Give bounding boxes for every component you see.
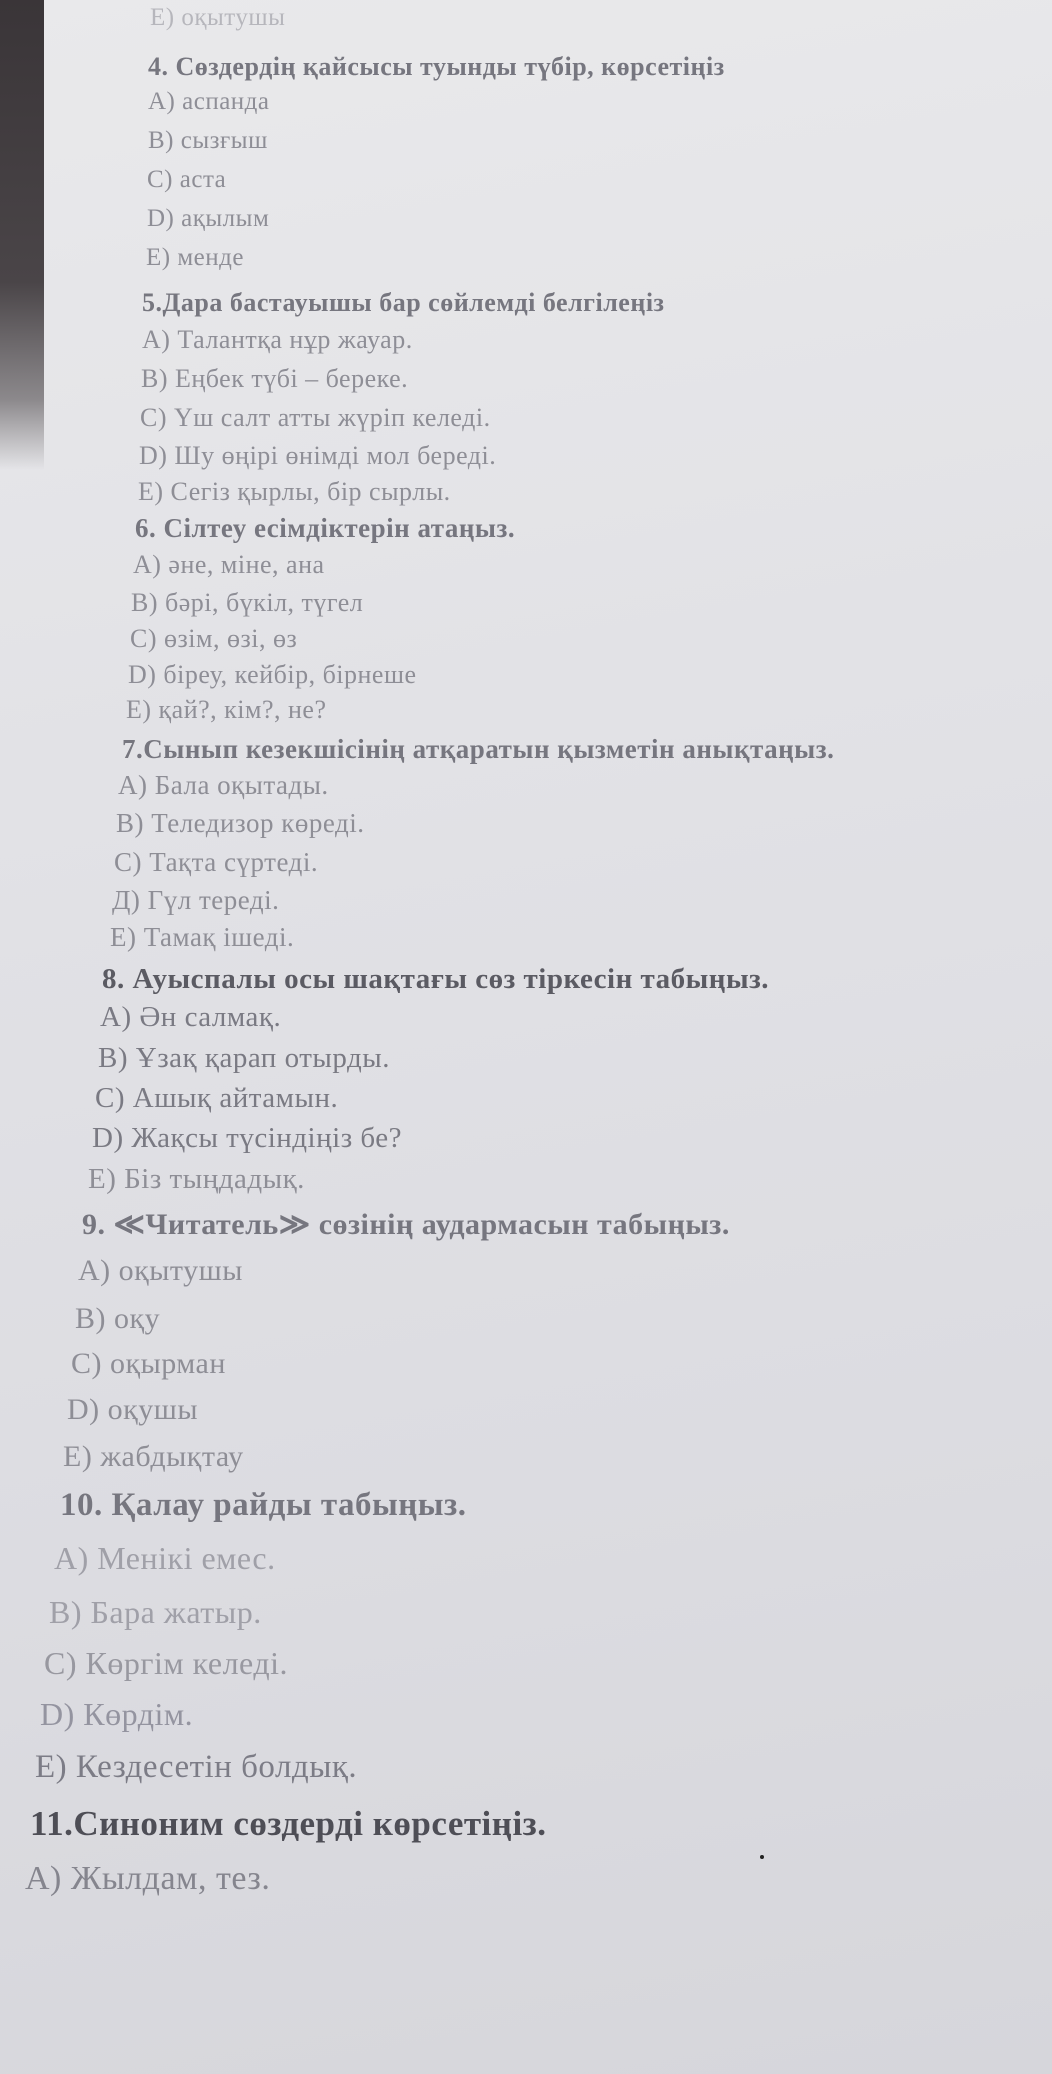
answer-option: Е) Біз тыңдадық. (88, 1163, 305, 1195)
answer-option: В) Теледизор көреді. (116, 808, 365, 838)
answer-option: D) оқушы (67, 1393, 198, 1426)
answer-option: В) Бара жатыр. (49, 1594, 262, 1630)
answer-option: В) бәрі, бүкіл, түгел (131, 588, 364, 617)
answer-option: Е) менде (146, 244, 244, 271)
answer-option: А) Талантқа нұр жауар. (142, 325, 413, 354)
answer-option: А) Жылдам, тез. (25, 1860, 271, 1897)
answer-option: В) Еңбек түбі – береке. (141, 364, 409, 393)
answer-option: С) Тақта сүртеді. (114, 847, 319, 877)
answer-option: D) Шу өңірі өнімді мол береді. (139, 441, 497, 470)
answer-option: С) аста (147, 166, 227, 193)
question-8: 8. Ауыспалы осы шақтағы сөз тіркесін табыңыз. (102, 963, 770, 995)
question-4: 4. Сөздердің қайсысы туынды түбір, көрсетіңіз (148, 52, 725, 81)
answer-option: Е) оқытушы (150, 4, 286, 31)
answer-option: А) Бала оқытады. (118, 770, 329, 800)
answer-option: В) сызғыш (148, 127, 268, 154)
answer-option: D) Көрдім. (40, 1696, 194, 1732)
question-10: 10. Қалау райды табыңыз. (60, 1487, 467, 1523)
answer-option: Е) Тамақ ішеді. (110, 922, 295, 952)
answer-option: Е) Кездесетін болдық. (35, 1749, 358, 1785)
answer-option: В) Ұзақ қарап отырды. (98, 1042, 390, 1074)
answer-option: D) біреу, кейбір, бірнеше (128, 660, 417, 689)
answer-option: С) өзім, өзі, өз (130, 624, 298, 653)
answer-option: С) Үш салт атты жүріп келеді. (140, 403, 491, 432)
answer-option: Е) жабдықтау (63, 1440, 244, 1473)
question-7: 7.Сынып кезекшісінің атқаратын қызметін анықтаңыз. (122, 734, 835, 764)
answer-option: С) Көргім келеді. (44, 1645, 288, 1681)
question-5: 5.Дара бастауышы бар сөйлемді белгілеңіз (142, 288, 665, 317)
answer-option: В) оқу (75, 1302, 161, 1335)
question-9: 9. ≪Читатель≫ сөзінің аудармасын табыңыз. (82, 1208, 730, 1241)
question-11: 11.Синоним сөздерді көрсетіңіз. (30, 1804, 547, 1843)
answer-option: А) Менікі емес. (54, 1540, 276, 1576)
page-edge-shadow (0, 0, 44, 470)
question-6: 6. Сілтеу есімдіктерін атаңыз. (135, 513, 516, 543)
answer-option: D) Жақсы түсіндіңіз бе? (92, 1122, 403, 1154)
answer-option: С) Ашық айтамын. (95, 1082, 339, 1114)
answer-option: Е) қай?, кім?, не? (126, 695, 327, 724)
ink-dot (760, 1855, 764, 1859)
answer-option: А) оқытушы (78, 1254, 243, 1287)
answer-option: А) әне, міне, ана (133, 550, 325, 579)
answer-option: С) оқырман (71, 1347, 226, 1380)
answer-option: D) ақылым (147, 205, 270, 232)
answer-option: Д) Гүл тереді. (112, 885, 280, 915)
answer-option: А) Ән салмақ. (100, 1001, 282, 1033)
answer-option: А) аспанда (148, 88, 270, 115)
answer-option: Е) Сегіз қырлы, бір сырлы. (138, 477, 451, 506)
